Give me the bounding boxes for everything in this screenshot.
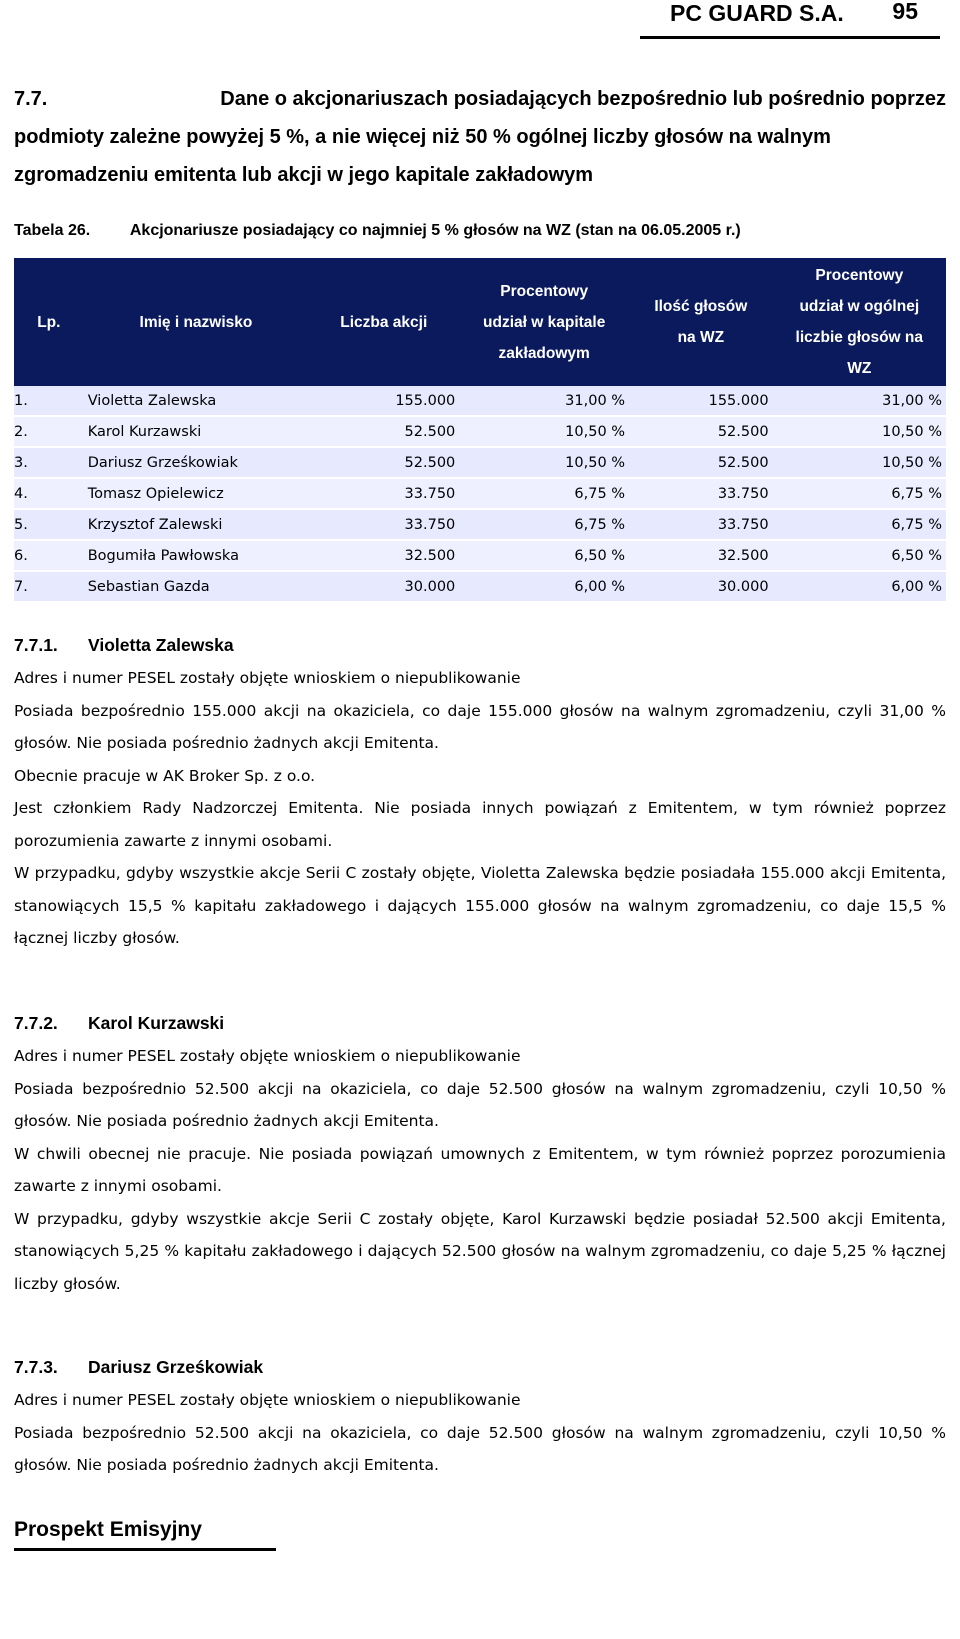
- cell-name: Violetta Zalewska: [84, 386, 309, 416]
- cell-capital-pct: 6,75 %: [459, 478, 629, 509]
- subsection-7-7-2: [14, 1006, 946, 1300]
- cell-lp: 7.: [14, 571, 84, 602]
- section-title-text: Dane o akcjonariuszach posiadających bezpośrednio lub pośrednio poprzez: [220, 88, 946, 110]
- cell-shares: 30.000: [308, 571, 459, 602]
- header-line: Procentowy: [815, 267, 904, 284]
- paragraph: Adres i numer PESEL zostały objęte wnioskiem o niepublikowanie: [14, 1391, 521, 1409]
- header-line: zakładowym: [498, 344, 590, 362]
- table-label: Tabela 26.: [14, 222, 91, 239]
- cell-lp: 6.: [14, 540, 84, 571]
- section-title: [14, 80, 946, 194]
- cell-name: Tomasz Opielewicz: [84, 478, 309, 509]
- cell-votes: 33.750: [629, 478, 773, 509]
- cell-lp: 5.: [14, 509, 84, 540]
- table-row: [14, 509, 946, 540]
- cell-votes: 33.750: [629, 509, 773, 540]
- header-shares: Liczba akcji: [308, 258, 459, 386]
- header-name: Imię i nazwisko: [84, 258, 309, 386]
- paragraph: Obecnie pracuje w AK Broker Sp. z o.o.: [14, 766, 316, 785]
- subsection-number: 7.7.3.: [14, 1357, 58, 1377]
- cell-shares: 52.500: [308, 447, 459, 478]
- cell-lp: 4.: [14, 478, 84, 509]
- cell-lp: 1.: [14, 386, 84, 416]
- header-votes-pct: [773, 258, 946, 386]
- page-number: 95: [892, 0, 918, 24]
- cell-capital-pct: 10,50 %: [459, 416, 629, 447]
- cell-votes-pct: 6,75 %: [773, 478, 946, 509]
- cell-votes-pct: 10,50 %: [773, 447, 946, 478]
- cell-capital-pct: 31,00 %: [459, 386, 629, 416]
- cell-votes: 52.500: [629, 416, 773, 447]
- subsection-number: 7.7.1.: [14, 635, 58, 655]
- section-number: 7.7.: [14, 88, 48, 110]
- table-row: [14, 540, 946, 571]
- page-footer: Prospekt Emisyjny: [14, 1518, 276, 1551]
- header-line: liczbie głosów na: [795, 329, 924, 346]
- subsection-name: Karol Kurzawski: [88, 1013, 225, 1033]
- cell-votes-pct: 6,75 %: [773, 509, 946, 540]
- subsection-7-7-3: [14, 1350, 946, 1482]
- cell-lp: 3.: [14, 447, 84, 478]
- cell-shares: 33.750: [308, 509, 459, 540]
- subsection-7-7-1: [14, 628, 946, 955]
- paragraph: Posiada bezpośrednio 155.000 akcji na okaziciela, co daje 155.000 głosów na walnym zgromadzeniu, czyli 31,00 % głosów. Nie posiada pośrednio żadnych akcji Emitenta.: [14, 701, 946, 752]
- cell-votes: 52.500: [629, 447, 773, 478]
- cell-shares: 33.750: [308, 478, 459, 509]
- subsection-name: Dariusz Grześkowiak: [88, 1357, 264, 1377]
- paragraph: Jest członkiem Rady Nadzorczej Emitenta. Nie posiada innych powiązań z Emitentem, w tym również poprzez porozumienia zawarte z innymi osobami.: [14, 799, 946, 850]
- table-row: [14, 416, 946, 447]
- cell-shares: 155.000: [308, 386, 459, 416]
- cell-capital-pct: 6,75 %: [459, 509, 629, 540]
- header-lp: Lp.: [14, 258, 84, 386]
- cell-capital-pct: 6,00 %: [459, 571, 629, 602]
- cell-votes-pct: 6,50 %: [773, 540, 946, 571]
- cell-capital-pct: 6,50 %: [459, 540, 629, 571]
- table-row: [14, 478, 946, 509]
- cell-votes: 32.500: [629, 540, 773, 571]
- header-line: Procentowy: [500, 282, 589, 300]
- cell-name: Krzysztof Zalewski: [84, 509, 309, 540]
- table-caption: [14, 222, 741, 240]
- table-row: [14, 386, 946, 416]
- cell-name: Dariusz Grześkowiak: [84, 447, 309, 478]
- paragraph: W przypadku, gdyby wszystkie akcje Serii C zostały objęte, Karol Kurzawski będzie posiadał 52.500 akcji Emitenta, stanowiących 5,25 % kapitału zakładowego i dających 52.500 głosów na walnym zgromadzeniu, co daje 5,25 % łącznej liczby głosów.: [14, 1209, 946, 1293]
- cell-votes-pct: 6,00 %: [773, 571, 946, 602]
- cell-shares: 52.500: [308, 416, 459, 447]
- table-row: [14, 571, 946, 602]
- shareholders-table: [14, 258, 946, 603]
- cell-votes-pct: 31,00 %: [773, 386, 946, 416]
- header-line: udział w ogólnej: [799, 298, 920, 315]
- cell-name: Sebastian Gazda: [84, 571, 309, 602]
- paragraph: Adres i numer PESEL zostały objęte wnioskiem o niepublikowanie: [14, 1047, 521, 1065]
- cell-shares: 32.500: [308, 540, 459, 571]
- header-line: WZ: [847, 360, 872, 377]
- header-line: na WZ: [677, 329, 725, 346]
- subsection-name: Violetta Zalewska: [88, 635, 234, 655]
- subsection-heading: [14, 1006, 946, 1040]
- cell-name: Bogumiła Pawłowska: [84, 540, 309, 571]
- subsection-heading: [14, 628, 946, 662]
- subsection-number: 7.7.2.: [14, 1013, 58, 1033]
- table-body: [14, 386, 946, 602]
- paragraph: W chwili obecnej nie pracuje. Nie posiada powiązań umownych z Emitentem, w tym również poprzez porozumienia zawarte z innymi osobami.: [14, 1144, 946, 1195]
- cell-name: Karol Kurzawski: [84, 416, 309, 447]
- table-row: [14, 447, 946, 478]
- cell-votes: 155.000: [629, 386, 773, 416]
- section-title-line: podmioty zależne powyżej 5 %, a nie więcej niż 50 % ogólnej liczby głosów na walnym: [14, 126, 831, 148]
- paragraph: W przypadku, gdyby wszystkie akcje Serii C zostały objęte, Violetta Zalewska będzie posiadała 155.000 akcji Emitenta, stanowiących 15,5 % kapitału zakładowego i dających 155.000 głosów na walnym zgromadzeniu, co daje 15,5 % łącznej liczby głosów.: [14, 864, 946, 947]
- header-votes: [629, 258, 773, 386]
- paragraph: Posiada bezpośrednio 52.500 akcji na okaziciela, co daje 52.500 głosów na walnym zgromadzeniu, czyli 10,50 % głosów. Nie posiada pośrednio żadnych akcji Emitenta.: [14, 1079, 946, 1130]
- section-title-line: zgromadzeniu emitenta lub akcji w jego kapitale zakładowym: [14, 164, 594, 186]
- paragraph: Adres i numer PESEL zostały objęte wnioskiem o niepublikowanie: [14, 669, 521, 687]
- page-header: [640, 0, 940, 39]
- cell-capital-pct: 10,50 %: [459, 447, 629, 478]
- section-title-line: [14, 80, 946, 118]
- cell-lp: 2.: [14, 416, 84, 447]
- table-caption-text: Akcjonariusze posiadający co najmniej 5 % głosów na WZ (stan na 06.05.2005 r.): [129, 222, 741, 239]
- header-capital-pct: [459, 258, 629, 386]
- subsection-heading: [14, 1350, 946, 1384]
- company-name: PC GUARD S.A.: [670, 0, 844, 26]
- header-line: Ilość głosów: [654, 298, 748, 315]
- header-line: udział w kapitale: [483, 313, 606, 331]
- cell-votes: 30.000: [629, 571, 773, 602]
- table-header-row: [14, 258, 946, 386]
- cell-votes-pct: 10,50 %: [773, 416, 946, 447]
- paragraph: Posiada bezpośrednio 52.500 akcji na okaziciela, co daje 52.500 głosów na walnym zgromadzeniu, czyli 10,50 % głosów. Nie posiada pośrednio żadnych akcji Emitenta.: [14, 1423, 946, 1474]
